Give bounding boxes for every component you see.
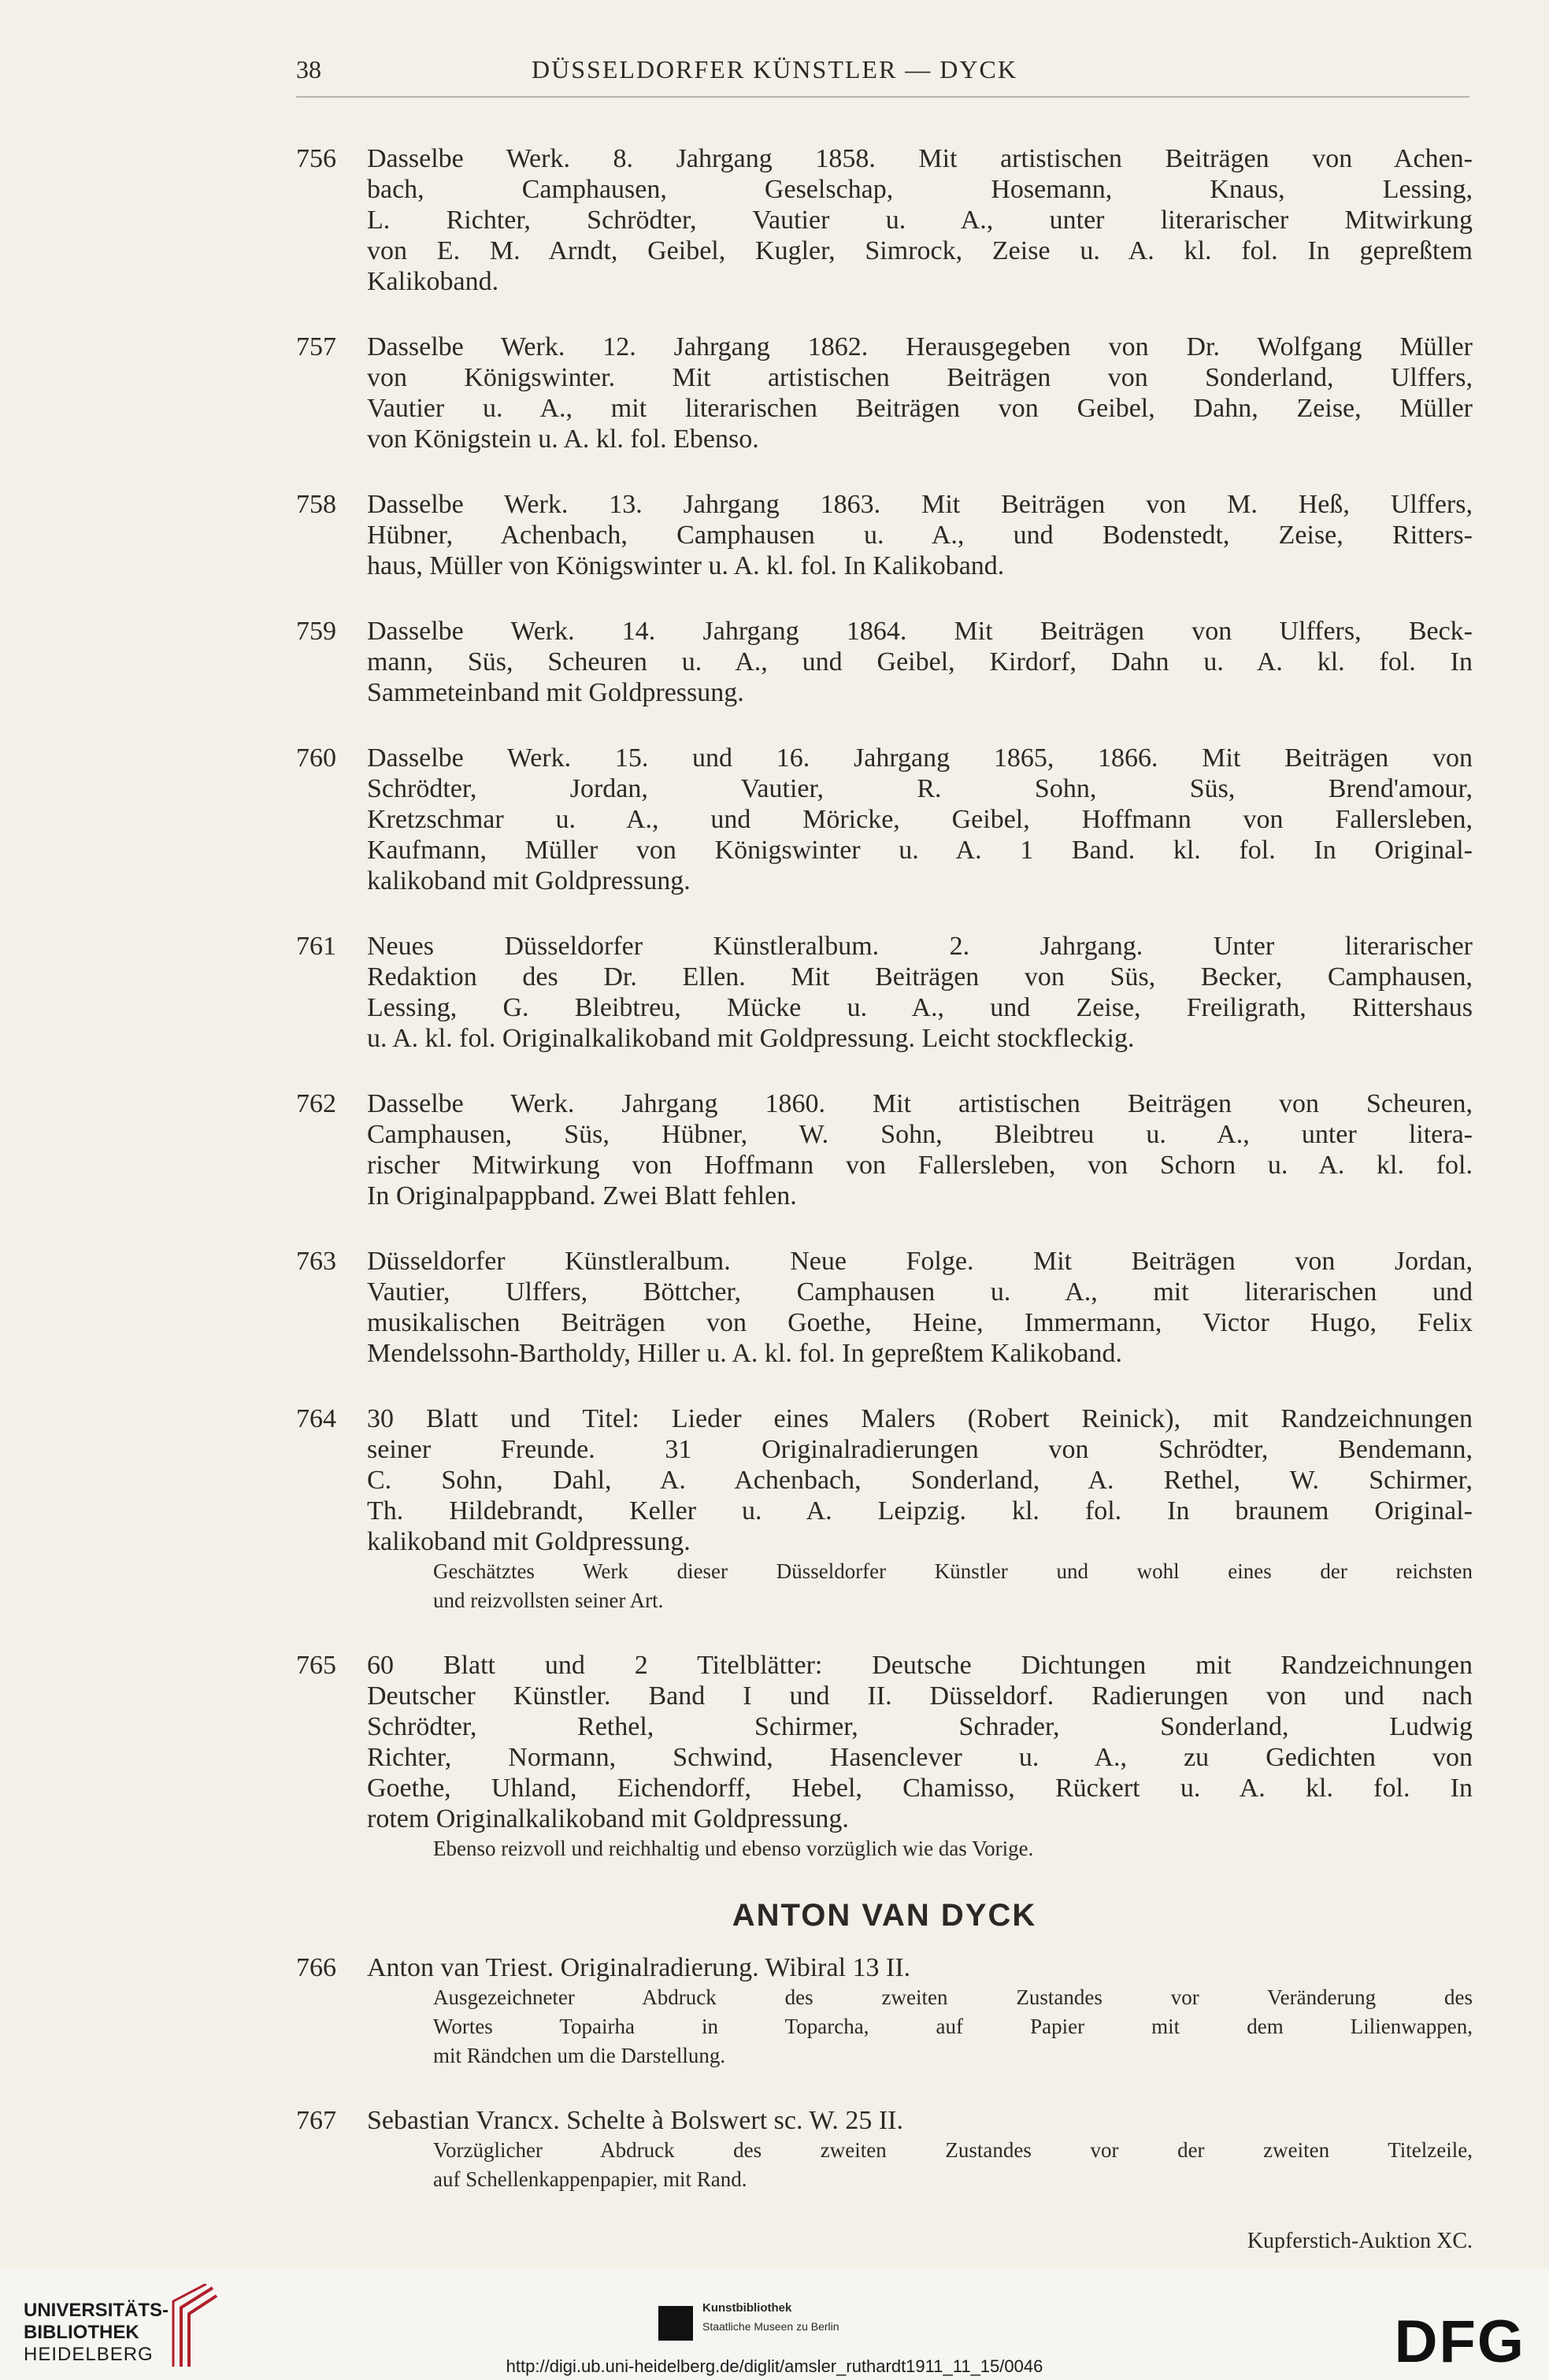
ub-logo-line: UNIVERSITÄTS- bbox=[24, 2300, 169, 2321]
catalogue-entries bbox=[296, 143, 1473, 2260]
entry-line: von E. M. Arndt, Geibel, Kugler, Simrock, Zeise u. A. kl. fol. In gepreßtem bbox=[367, 236, 1473, 265]
entry-line: Goethe, Uhland, Eichendorff, Hebel, Chamisso, Rückert u. A. kl. fol. In bbox=[367, 1774, 1473, 1803]
entry-line: Sebastian Vrancx. Schelte à Bolswert sc. W. 25 II. bbox=[367, 2106, 903, 2135]
permalink-url[interactable]: http://digi.ub.uni-heidelberg.de/diglit/amsler_ruthardt1911_11_15/0046 bbox=[506, 2356, 1043, 2376]
auction-footnote: Kupferstich-Auktion XC. bbox=[1247, 2229, 1473, 2253]
lot-number: 756 bbox=[296, 144, 336, 173]
entry-note: auf Schellenkappenpapier, mit Rand. bbox=[433, 2167, 747, 2191]
lot-number: 764 bbox=[296, 1404, 336, 1433]
entry-line: In Originalpappband. Zwei Blatt fehlen. bbox=[367, 1181, 797, 1210]
catalogue-entry bbox=[296, 2105, 1473, 2194]
entry-line: Kaufmann, Müller von Königswinter u. A. 1 Band. kl. fol. In Original- bbox=[367, 836, 1473, 865]
entry-line: rischer Mitwirkung von Hoffmann von Fallersleben, von Schorn u. A. kl. fol. bbox=[367, 1151, 1473, 1180]
entry-line: L. Richter, Schrödter, Vautier u. A., unter literarischer Mitwirkung bbox=[367, 206, 1473, 235]
entry-line: rotem Originalkalikoband mit Goldpressung. bbox=[367, 1804, 849, 1833]
lot-number: 763 bbox=[296, 1247, 336, 1276]
entry-line: Deutscher Künstler. Band I und II. Düsseldorf. Radierungen von und nach bbox=[367, 1681, 1473, 1711]
entry-note: Ausgezeichneter Abdruck des zweiten Zustandes vor Veränderung des bbox=[433, 1985, 1473, 2009]
entry-line: Hübner, Achenbach, Camphausen u. A., und Bodenstedt, Zeise, Ritters- bbox=[367, 521, 1473, 550]
ub-logo-line: HEIDELBERG bbox=[24, 2344, 154, 2365]
entry-note: mit Rändchen um die Darstellung. bbox=[433, 2044, 726, 2067]
entry-note: Ebenso reizvoll und reichhaltig und ebenso vorzüglich wie das Vorige. bbox=[433, 1837, 1034, 1860]
entry-line: Schrödter, Rethel, Schirmer, Schrader, Sonderland, Ludwig bbox=[367, 1712, 1473, 1741]
entry-line: u. A. kl. fol. Originalkalikoband mit Goldpressung. Leicht stockfleckig. bbox=[367, 1024, 1135, 1053]
entry-line: Redaktion des Dr. Ellen. Mit Beiträgen von Süs, Becker, Camphausen, bbox=[367, 962, 1473, 992]
kb-subtitle: Staatliche Museen zu Berlin bbox=[702, 2320, 839, 2333]
page-number: 38 bbox=[296, 55, 321, 83]
entry-line: von Königswinter. Mit artistischen Beiträgen von Sonderland, Ulffers, bbox=[367, 363, 1473, 392]
entry-note: Geschätztes Werk dieser Düsseldorfer Künstler und wohl eines der reichsten bbox=[433, 1559, 1473, 1583]
entry-line: Kretzschmar u. A., und Möricke, Geibel, Hoffmann von Fallersleben, bbox=[367, 805, 1473, 834]
entry-line: seiner Freunde. 31 Originalradierungen von Schrödter, Bendemann, bbox=[367, 1435, 1473, 1464]
entry-line: Dasselbe Werk. 13. Jahrgang 1863. Mit Beiträgen von M. Heß, Ulffers, bbox=[367, 490, 1473, 519]
entry-line: Lessing, G. Bleibtreu, Mücke u. A., und Zeise, Freiligrath, Rittershaus bbox=[367, 993, 1473, 1022]
entry-line: Dasselbe Werk. 12. Jahrgang 1862. Herausgegeben von Dr. Wolfgang Müller bbox=[367, 332, 1473, 361]
entry-line: Dasselbe Werk. 14. Jahrgang 1864. Mit Beiträgen von Ulffers, Beck- bbox=[367, 617, 1473, 646]
lot-number: 762 bbox=[296, 1089, 336, 1118]
lot-number: 767 bbox=[296, 2106, 336, 2135]
entry-line: kalikoband mit Goldpressung. bbox=[367, 1527, 691, 1556]
kb-title: Kunstbibliothek bbox=[702, 2301, 792, 2315]
entry-note: Wortes Topairha in Toparcha, auf Papier mit dem Lilienwappen, bbox=[433, 2015, 1473, 2038]
catalogue-entry bbox=[296, 616, 1473, 708]
catalogue-entry bbox=[296, 143, 1473, 297]
entry-line: Schrödter, Jordan, Vautier, R. Sohn, Süs, Brend'amour, bbox=[367, 774, 1473, 803]
entry-line: Neues Düsseldorfer Künstleralbum. 2. Jahrgang. Unter literarischer bbox=[367, 932, 1473, 961]
entry-line: kalikoband mit Goldpressung. bbox=[367, 866, 691, 895]
catalogue-entry bbox=[296, 489, 1473, 581]
lot-number: 759 bbox=[296, 617, 336, 646]
dfg-logo[interactable]: DFG bbox=[1394, 2308, 1525, 2375]
entry-line: von Königstein u. A. kl. fol. Ebenso. bbox=[367, 424, 759, 454]
lot-number: 757 bbox=[296, 332, 336, 361]
entry-line: Vautier u. A., mit literarischen Beiträgen von Geibel, Dahn, Zeise, Müller bbox=[367, 394, 1473, 423]
entry-note: und reizvollsten seiner Art. bbox=[433, 1589, 664, 1612]
entry-line: Dasselbe Werk. 8. Jahrgang 1858. Mit artistischen Beiträgen von Achen- bbox=[367, 144, 1473, 173]
entry-line: Kalikoband. bbox=[367, 267, 499, 296]
catalogue-entry bbox=[296, 1650, 1473, 1863]
catalogue-entry bbox=[296, 1246, 1473, 1369]
lot-number: 760 bbox=[296, 743, 336, 773]
entry-line: Camphausen, Süs, Hübner, W. Sohn, Bleibtreu u. A., unter litera- bbox=[367, 1120, 1473, 1149]
entry-line: haus, Müller von Königswinter u. A. kl. fol. In Kalikoband. bbox=[367, 551, 1005, 580]
entry-line: Th. Hildebrandt, Keller u. A. Leipzig. kl. fol. In braunem Original- bbox=[367, 1496, 1473, 1525]
header-rule bbox=[296, 96, 1469, 98]
catalogue-entry bbox=[296, 931, 1473, 1054]
entry-line: bach, Camphausen, Geselschap, Hosemann, Knaus, Lessing, bbox=[367, 175, 1473, 204]
entry-line: Anton van Triest. Originalradierung. Wibiral 13 II. bbox=[367, 1953, 911, 1982]
ub-logo-line: BIBLIOTHEK bbox=[24, 2322, 139, 2343]
entry-line: 30 Blatt und Titel: Lieder eines Malers (Robert Reinick), mit Randzeichnungen bbox=[367, 1404, 1473, 1433]
lot-number: 761 bbox=[296, 932, 336, 961]
catalogue-entry bbox=[296, 1952, 1473, 2070]
lot-number: 765 bbox=[296, 1651, 336, 1680]
lot-number: 766 bbox=[296, 1953, 336, 1982]
lot-number: 758 bbox=[296, 490, 336, 519]
entry-line: Dasselbe Werk. Jahrgang 1860. Mit artistischen Beiträgen von Scheuren, bbox=[367, 1089, 1473, 1118]
entry-line: C. Sohn, Dahl, A. Achenbach, Sonderland, A. Rethel, W. Schirmer, bbox=[367, 1466, 1473, 1495]
entry-line: Sammeteinband mit Goldpressung. bbox=[367, 678, 744, 707]
section-heading: ANTON VAN DYCK bbox=[732, 1898, 1037, 1933]
entry-line: Düsseldorfer Künstleralbum. Neue Folge. Mit Beiträgen von Jordan, bbox=[367, 1247, 1473, 1276]
entry-line: 60 Blatt und 2 Titelblätter: Deutsche Dichtungen mit Randzeichnungen bbox=[367, 1651, 1473, 1680]
entry-note: Vorzüglicher Abdruck des zweiten Zustandes vor der zweiten Titelzeile, bbox=[433, 2138, 1473, 2162]
entry-line: Dasselbe Werk. 15. und 16. Jahrgang 1865, 1866. Mit Beiträgen von bbox=[367, 743, 1473, 773]
entry-line: Richter, Normann, Schwind, Hasenclever u. A., zu Gedichten von bbox=[367, 1743, 1473, 1772]
catalogue-entry bbox=[296, 1088, 1473, 1211]
running-title: DÜSSELDORFER KÜNSTLER — DYCK bbox=[532, 55, 1017, 83]
entry-line: musikalischen Beiträgen von Goethe, Heine, Immermann, Victor Hugo, Felix bbox=[367, 1308, 1473, 1337]
running-head bbox=[0, 55, 1549, 87]
catalogue-entry bbox=[296, 743, 1473, 896]
entry-line: Mendelssohn-Bartholdy, Hiller u. A. kl. fol. In gepreßtem Kalikoband. bbox=[367, 1339, 1123, 1368]
digitization-footer bbox=[0, 2268, 1549, 2380]
catalogue-entry bbox=[296, 332, 1473, 454]
catalogue-entry bbox=[296, 1403, 1473, 1615]
entry-line: mann, Süs, Scheuren u. A., und Geibel, Kirdorf, Dahn u. A. kl. fol. In bbox=[367, 647, 1473, 677]
entry-line: Vautier, Ulffers, Böttcher, Camphausen u. A., mit literarischen und bbox=[367, 1277, 1473, 1307]
kunstbibliothek-mark-icon bbox=[658, 2306, 693, 2341]
